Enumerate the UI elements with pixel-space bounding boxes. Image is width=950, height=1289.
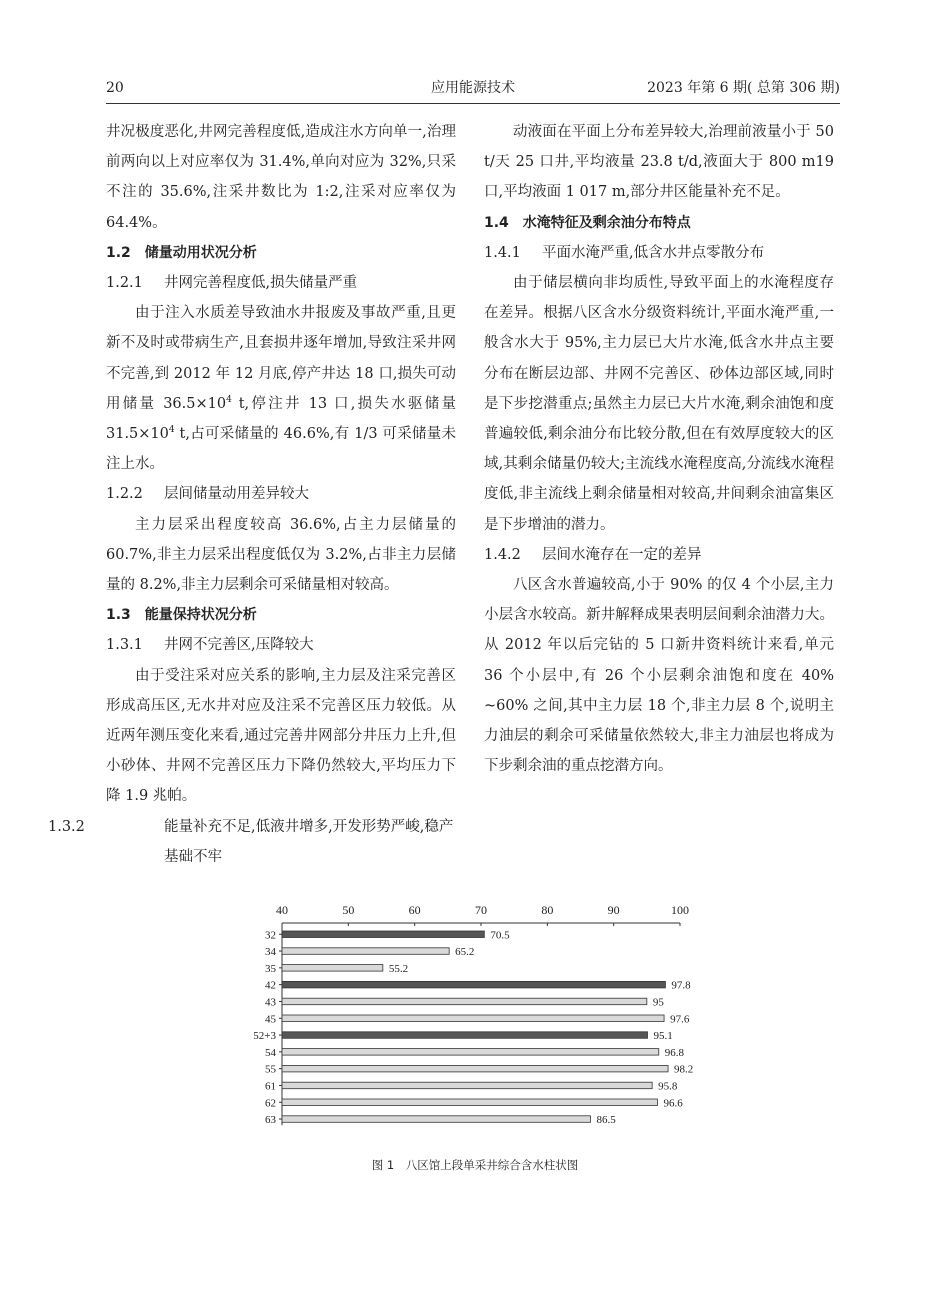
subsection-number: 1.3.1 [106, 637, 143, 654]
category-label: 63 [265, 1114, 276, 1127]
data-label: 96.8 [664, 1046, 685, 1059]
x-tick-label: 50 [342, 903, 355, 917]
subsection-heading [106, 268, 456, 298]
journal-title: 应用能源技术 [431, 80, 515, 96]
subsection-title: 能量补充不足,低液井增多,开发形势严峻,稳产基础不牢 [164, 818, 454, 865]
x-tick-label: 90 [607, 903, 620, 917]
bar [282, 981, 665, 988]
bar [282, 1015, 664, 1022]
data-label: 95 [652, 996, 664, 1009]
x-tick-label: 60 [408, 903, 421, 917]
bar [282, 1082, 652, 1089]
category-label: 43 [265, 996, 276, 1009]
x-tick-label: 100 [671, 903, 689, 917]
bar [282, 1049, 659, 1056]
bar [282, 948, 449, 955]
x-tick-label: 40 [276, 903, 288, 917]
category-label: 52+3 [253, 1030, 276, 1043]
x-tick-label: 70 [475, 903, 487, 917]
subsection-title: 层间储量动用差异较大 [164, 486, 309, 503]
chart-canvas [240, 898, 740, 1138]
subsection-title: 井网完善程度低,损失储量严重 [164, 275, 358, 292]
subsection-number: 1.2.1 [106, 275, 143, 292]
subsection-number: 1.4.1 [484, 244, 521, 261]
category-label: 42 [265, 979, 276, 992]
category-label: 54 [265, 1046, 276, 1059]
bar [282, 998, 647, 1005]
exponent: 4 [226, 395, 232, 405]
subsection-title: 层间水淹存在一定的差异 [542, 546, 702, 563]
x-tick-label: 80 [541, 903, 554, 917]
data-label: 70.5 [490, 929, 510, 942]
water-cut-bar-chart [240, 898, 740, 1138]
subsection-title: 井网不完善区,压降较大 [164, 637, 314, 654]
subsection-number: 1.4.2 [484, 546, 521, 563]
bar [282, 965, 383, 972]
paragraph: 井况极度恶化,井网完善程度低,造成注水方向单一,治理前两向以上对应率仅为 31.4%,单向对应为 32%,只采不注的 35.6%,注采井数比为 1:2,注采对应率仅为 64.4%。 [106, 124, 456, 231]
issue-info: 2023 年第 6 期( 总第 306 期) [647, 80, 840, 96]
bar [282, 1065, 668, 1072]
data-label: 65.2 [455, 946, 475, 959]
exponent: 4 [168, 425, 175, 436]
page-number: 20 [106, 80, 124, 96]
category-label: 55 [265, 1063, 276, 1076]
paragraph: 主力层采出程度较高 36.6%,占主力层储量的 60.7%,非主力层采出程度低仅为 3.2%,占非主力层储量的 8.2%,非主力层剩余可采储量相对较高。 [106, 516, 456, 594]
subsection-heading [48, 812, 456, 872]
subsection-heading [484, 540, 834, 570]
bar [282, 1099, 657, 1106]
subsection-heading [106, 479, 456, 509]
category-label: 32 [265, 929, 276, 942]
right-column [484, 117, 834, 781]
data-label: 98.2 [674, 1063, 694, 1076]
category-label: 35 [265, 962, 276, 975]
bar [282, 931, 484, 938]
data-label: 97.6 [670, 1013, 690, 1026]
data-label: 86.5 [596, 1114, 616, 1127]
section-heading: 1.3 能量保持状况分析 [106, 607, 257, 624]
header-rule [106, 103, 840, 104]
paragraph: 由于储层横向非均质性,导致平面上的水淹程度存在差异。根据八区含水分级资料统计,平面水淹严重,一般含水大于 95%,主力层已大片水淹,低含水井点主要分布在断层边部、井网不完善区、砂体边部区域,同时是下步挖潜重点;虽然主力层已大片水淹,剩余油饱和度普遍较低,剩余油分布比较分散,但在有效厚度较大的区域,其剩余储量仍较大;主流线水淹程度高,分流线水淹程度低,非主流线上剩余储量相对较高,井间剩余油富集区是下步增油的潜力。 [484, 275, 834, 533]
subsection-heading [106, 630, 456, 660]
category-label: 34 [265, 946, 276, 959]
section-heading: 1.4 水淹特征及剩余油分布特点 [484, 214, 691, 231]
text-run: t,停注井 13 口,损失水驱储量 31.5×10 [106, 395, 456, 443]
left-column [48, 117, 456, 872]
data-label: 96.6 [663, 1097, 683, 1110]
subsection-number: 1.3.2 [48, 818, 85, 835]
data-label: 95.1 [653, 1030, 673, 1043]
text-run: 由于注入水质差导致油水井报废及事故严重,且更新不及时或带病生产,且套损井逐年增加,导致注采井网不完善,到 2012 年 12 月底,停产井达 18 口,损失可动用储量 36.5×10 [106, 305, 456, 412]
section-heading: 1.2 储量动用状况分析 [106, 244, 257, 261]
data-label: 55.2 [388, 962, 409, 975]
category-label: 62 [265, 1097, 276, 1110]
paragraph: 动液面在平面上分布差异较大,治理前液量小于 50 t/天 25 口井,平均液量 23.8 t/d,液面大于 800 m19 口,平均液面 1 017 m,部分井区能量补充不足。 [484, 124, 834, 201]
data-label: 97.8 [671, 979, 691, 992]
category-label: 45 [265, 1013, 276, 1026]
data-label: 95.8 [658, 1080, 678, 1093]
subsection-title: 平面水淹严重,低含水井点零散分布 [542, 244, 765, 261]
figure-caption: 图 1 八区馆上段单采井综合含水柱状图 [371, 1158, 579, 1172]
text-run: t,占可采储量的 46.6%,有 1/3 可采储量未注上水。 [106, 426, 456, 473]
paragraph [106, 298, 456, 479]
paragraph: 由于受注采对应关系的影响,主力层及注采完善区形成高压区,无水井对应及注采不完善区压力较低。从近两年测压变化来看,通过完善井网部分井压力上升,但小砂体、井网不完善区压力下降仍然较大,平均压力下降 1.9 兆帕。 [106, 667, 456, 805]
subsection-heading [484, 238, 834, 268]
page-header [106, 78, 840, 104]
subsection-number: 1.2.2 [106, 486, 143, 503]
bar [282, 1032, 647, 1039]
category-label: 61 [265, 1080, 276, 1093]
paragraph: 八区含水普遍较高,小于 90% 的仅 4 个小层,主力小层含水较高。新井解释成果表明层间剩余油潜力大。从 2012 年以后完钻的 5 口新井资料统计来看,单元 36 个小层中,有 26 个小层剩余油饱和度在 40% ~60% 之间,其中主力层 18 个,非主力层 8 个,说明主力油层的剩余可采储量依然较大,非主力油层也将成为下步剩余油的重点挖潜方向。 [484, 577, 834, 775]
bar [282, 1116, 590, 1123]
